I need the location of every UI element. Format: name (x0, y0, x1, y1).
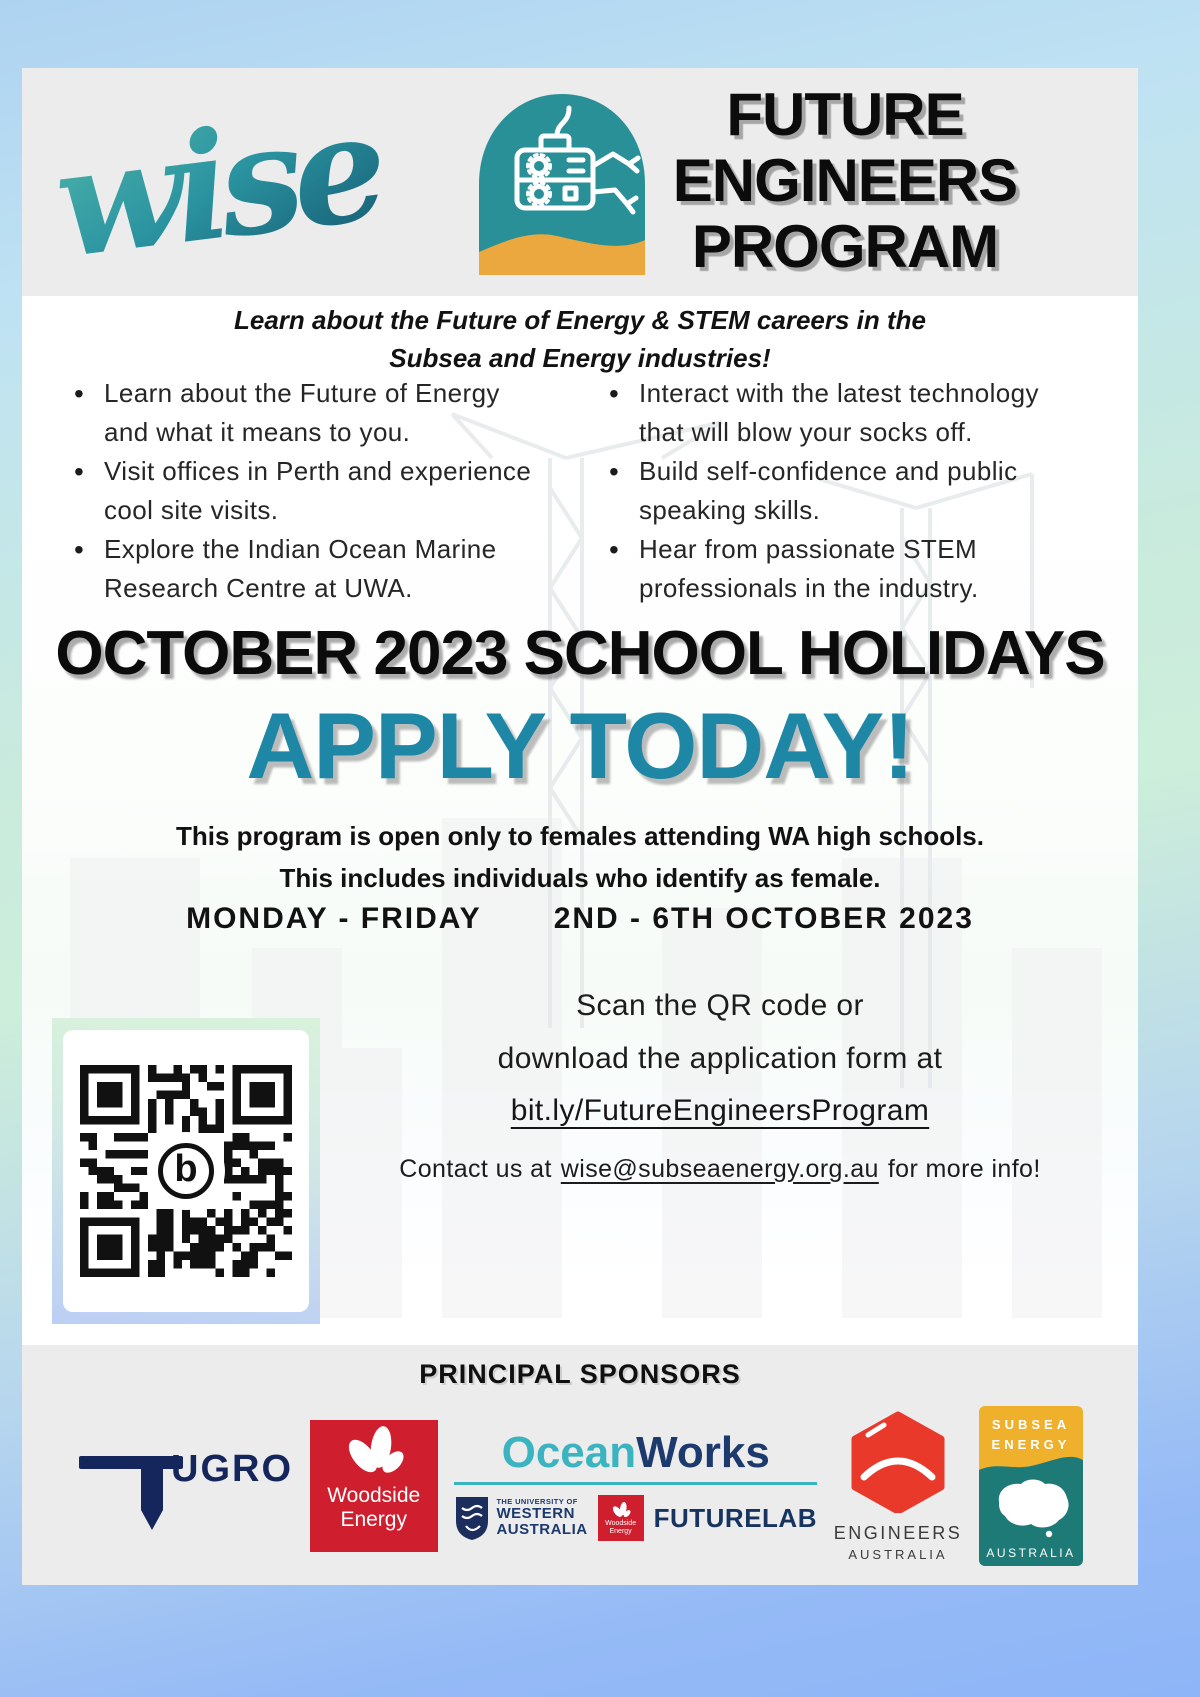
schedule (22, 902, 1138, 936)
header-band (22, 68, 1138, 296)
qr-card (63, 1030, 309, 1312)
tagline (22, 302, 1138, 377)
ea-label (834, 1523, 963, 1562)
sponsor-woodside-logo (310, 1420, 438, 1552)
application-section (52, 946, 1108, 1326)
bullet-item: • Explore the Indian Ocean Marine Research Centre at UWA. (74, 530, 549, 608)
bullet-item: • Learn about the Future of Energy and what it means to you. (74, 374, 549, 452)
apply-line-1: Scan the QR code or (576, 989, 864, 1022)
schedule-dates: 2ND - 6TH OCTOBER 2023 (553, 902, 974, 935)
sea-label-line2: ENERGY (991, 1437, 1071, 1452)
apply-today-heading: APPLY TODAY! (246, 693, 914, 798)
sponsor-engineers-australia-logo (834, 1411, 963, 1562)
woodside-flower-icon (341, 1420, 407, 1482)
uwa-crest-icon (454, 1495, 490, 1541)
woodside-label (327, 1484, 420, 1531)
title-line: ENGINEERS (672, 147, 1018, 214)
oceanworks-partners (454, 1495, 817, 1541)
sea-logo-graphic (979, 1406, 1083, 1566)
uwa-label (496, 1498, 587, 1537)
woodside-flower-icon (610, 1500, 632, 1520)
headline-october-holidays: OCTOBER 2023 SCHOOL HOLIDAYS (55, 619, 1105, 688)
ea-label-line1: ENGINEERS (833, 1522, 963, 1543)
uwa-label-line3: AUSTRALIA (496, 1520, 588, 1538)
oceanworks-part1: Ocean (501, 1428, 637, 1477)
mini-woodside-line1: Woodside (605, 1520, 637, 1528)
uwa-logo (454, 1495, 587, 1541)
rov-subsea-icon (477, 92, 647, 277)
bullet-item: • Build self-confidence and public speaking skills. (609, 452, 1089, 530)
schedule-days: MONDAY - FRIDAY (186, 902, 482, 935)
bullet-list-right (609, 374, 1089, 608)
apply-instructions (320, 946, 1108, 1326)
sponsor-oceanworks-logo (454, 1428, 817, 1541)
sponsor-logos (22, 1390, 1138, 1566)
tagline-line-1: Learn about the Future of Energy & STEM careers in the (233, 305, 926, 335)
fugro-wordmark: UGRO (171, 1448, 293, 1490)
qr-panel (52, 1018, 320, 1324)
bitly-b-icon: b (158, 1143, 214, 1199)
uwa-label-line1: THE UNIVERSITY OF (496, 1497, 578, 1507)
contact-prefix: Contact us at (399, 1154, 552, 1183)
oceanworks-wordmark (501, 1428, 770, 1477)
sponsors-band (22, 1345, 1138, 1585)
sponsors-heading: PRINCIPAL SPONSORS (419, 1359, 741, 1389)
qr-bitly-logo (147, 1132, 225, 1210)
sponsor-subsea-energy-logo (979, 1406, 1083, 1566)
contact-suffix: for more info! (887, 1154, 1041, 1183)
sponsor-fugro-logo (77, 1438, 293, 1534)
wise-logo (44, 74, 444, 292)
ea-label-line2: AUSTRALIA (848, 1546, 948, 1562)
woodside-label-line1: Woodside (327, 1484, 421, 1507)
mini-woodside-line2: Energy (609, 1528, 632, 1535)
eligibility-note (22, 816, 1138, 899)
bullet-item: • Visit offices in Perth and experience cool site visits. (74, 452, 549, 530)
poster-content (22, 68, 1138, 1585)
mini-woodside-label (605, 1520, 636, 1535)
eligibility-line-1: This program is open only to females attending WA high schools. (175, 821, 984, 851)
eligibility-line-2: This includes individuals who identify as female. (279, 862, 881, 893)
bullet-item: • Hear from passionate STEM professionals in the industry. (609, 530, 1089, 608)
page-title (630, 82, 1060, 280)
futurelab-label: FUTURELAB (653, 1502, 817, 1533)
futurelab-woodside-icon (598, 1495, 644, 1541)
tagline-line-2: Subsea and Energy industries! (389, 342, 771, 373)
title-line: PROGRAM (691, 213, 999, 280)
uwa-label-line2: WESTERN (496, 1505, 575, 1523)
woodside-label-line2: Energy (340, 1507, 407, 1531)
oceanworks-part2: Works (636, 1428, 770, 1477)
contact-line (338, 1148, 1102, 1192)
apply-line-2: download the application form at (497, 1041, 943, 1075)
sea-label-line1: SUBSEA (991, 1417, 1071, 1432)
bullet-item: • Interact with the latest technology that will blow your socks off. (609, 374, 1089, 452)
application-form-link[interactable]: bit.ly/FutureEngineersProgram (510, 1094, 930, 1127)
bullet-list-left (74, 374, 549, 608)
benefits-lists (74, 374, 1098, 608)
sea-label-line3: AUSTRALIA (986, 1546, 1076, 1560)
contact-email-link[interactable]: wise@subseaenergy.org.au (560, 1154, 879, 1183)
ea-hexagon-icon (851, 1411, 945, 1513)
title-line: FUTURE (726, 81, 964, 148)
wise-wordmark: wise (46, 79, 387, 292)
oceanworks-underline (454, 1482, 817, 1485)
